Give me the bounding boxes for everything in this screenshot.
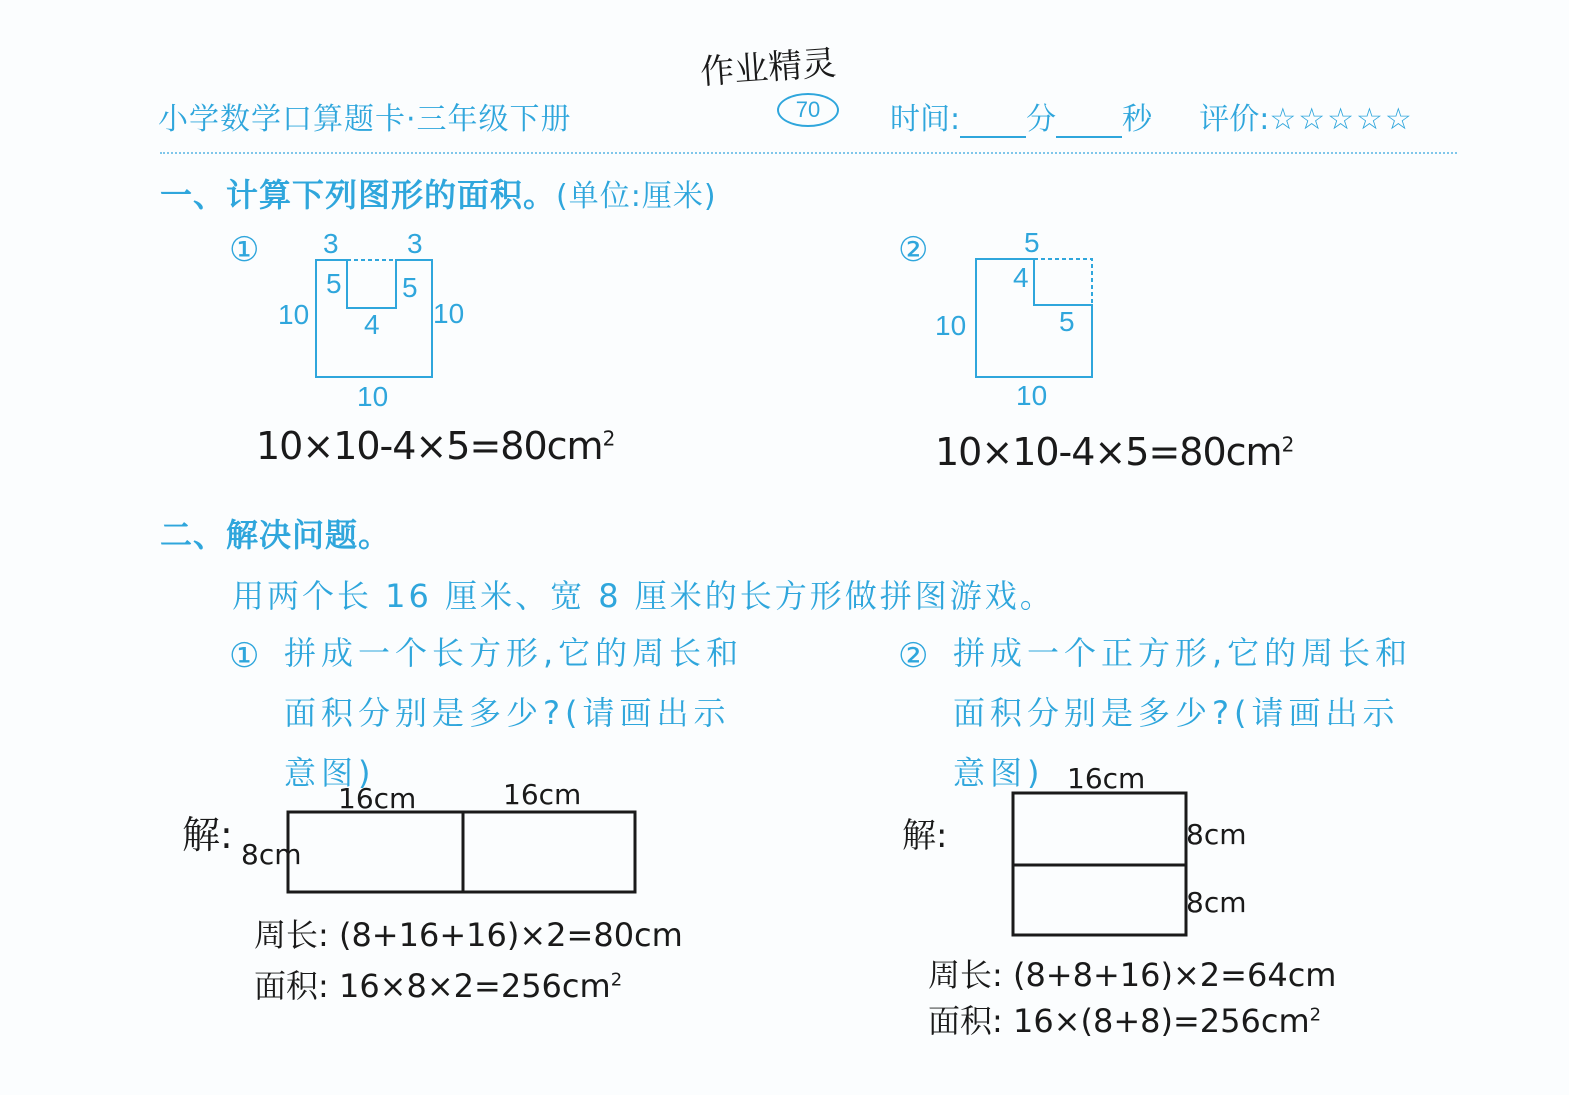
fig1-top-right-label: 3 <box>407 228 423 259</box>
rating-label: 评价: <box>1199 102 1270 137</box>
q2-perimeter: 周长: (8+8+16)×2=64cm <box>928 956 1337 994</box>
q1-width-label: 8cm <box>241 838 302 871</box>
fig1-left-label: 10 <box>278 299 310 330</box>
q1-perimeter: 周长: (8+16+16)×2=80cm <box>254 916 683 954</box>
fig1-marker: ① <box>229 230 260 270</box>
q2-side2-label: 8cm <box>1186 886 1247 919</box>
q2-marker: ② <box>898 636 929 676</box>
rating-stars[interactable]: ☆☆☆☆☆ <box>1269 102 1414 137</box>
q1-diagram <box>280 805 645 900</box>
fig1-notch-left-label: 5 <box>326 268 342 299</box>
fig2-marker: ② <box>898 230 929 270</box>
q2-top-label: 16cm <box>1067 762 1146 795</box>
minute-label: 分 <box>1026 102 1057 137</box>
fig2-top-label: 5 <box>1024 227 1040 258</box>
q1-length1-label: 16cm <box>338 782 417 815</box>
fig2-bottom-label: 10 <box>1016 380 1048 411</box>
q2-solve-label: 解: <box>902 816 948 856</box>
fig2-shape <box>965 250 1105 385</box>
minute-blank[interactable] <box>960 106 1026 138</box>
time-rating-bar <box>890 94 1414 138</box>
section2-intro: 用两个长 16 厘米、宽 8 厘米的长方形做拼图游戏。 <box>232 577 1055 615</box>
q1-solve-label: 解: <box>182 813 233 857</box>
q2-text: 拼成一个正方形,它的周长和 面积分别是多少?(请画出示 意图) <box>953 634 1413 792</box>
fig1-answer: $10\times 10-4\times 5=80cm^2$ <box>256 424 615 468</box>
fig2-notch-height-label: 5 <box>1059 306 1075 337</box>
fig1-right-label: 10 <box>433 298 465 329</box>
q2-side1-label: 8cm <box>1186 818 1247 851</box>
fig2-notch-width-label: 4 <box>1013 262 1029 293</box>
q2-diagram <box>1005 785 1195 940</box>
q1-length2-label: 16cm <box>503 778 582 811</box>
q1-area: 面积: $16\times 8\times 2=256cm^2$ <box>254 967 623 1005</box>
header-title: 小学数学口算题卡·三年级下册 <box>158 102 572 137</box>
unit-note: (单位:厘米) <box>556 179 717 214</box>
section1-heading: 一、计算下列图形的面积。(单位:厘米) <box>160 176 717 214</box>
q2-area: 面积: $16\times(8+8)=256cm^2$ <box>928 1002 1322 1040</box>
fig2-left-label: 10 <box>935 310 967 341</box>
q1-text: 拼成一个长方形,它的周长和 面积分别是多少?(请画出示 意图) <box>284 634 744 792</box>
second-label: 秒 <box>1122 102 1153 137</box>
header-divider <box>160 152 1457 154</box>
page-number: 70 <box>777 93 839 127</box>
q1-marker: ① <box>229 636 260 676</box>
homework-stamp: 作业精灵 <box>699 43 838 93</box>
fig1-bottom-label: 10 <box>357 381 389 412</box>
section2-heading: 二、解决问题。 <box>160 516 392 554</box>
fig1-top-left-label: 3 <box>323 228 339 259</box>
fig1-notch-right-label: 5 <box>402 272 418 303</box>
fig2-answer: $10\times 10-4\times 5=80cm^2$ <box>935 430 1294 474</box>
time-label: 时间: <box>890 102 961 137</box>
fig1-notch-bottom-label: 4 <box>364 309 380 340</box>
second-blank[interactable] <box>1056 106 1122 138</box>
